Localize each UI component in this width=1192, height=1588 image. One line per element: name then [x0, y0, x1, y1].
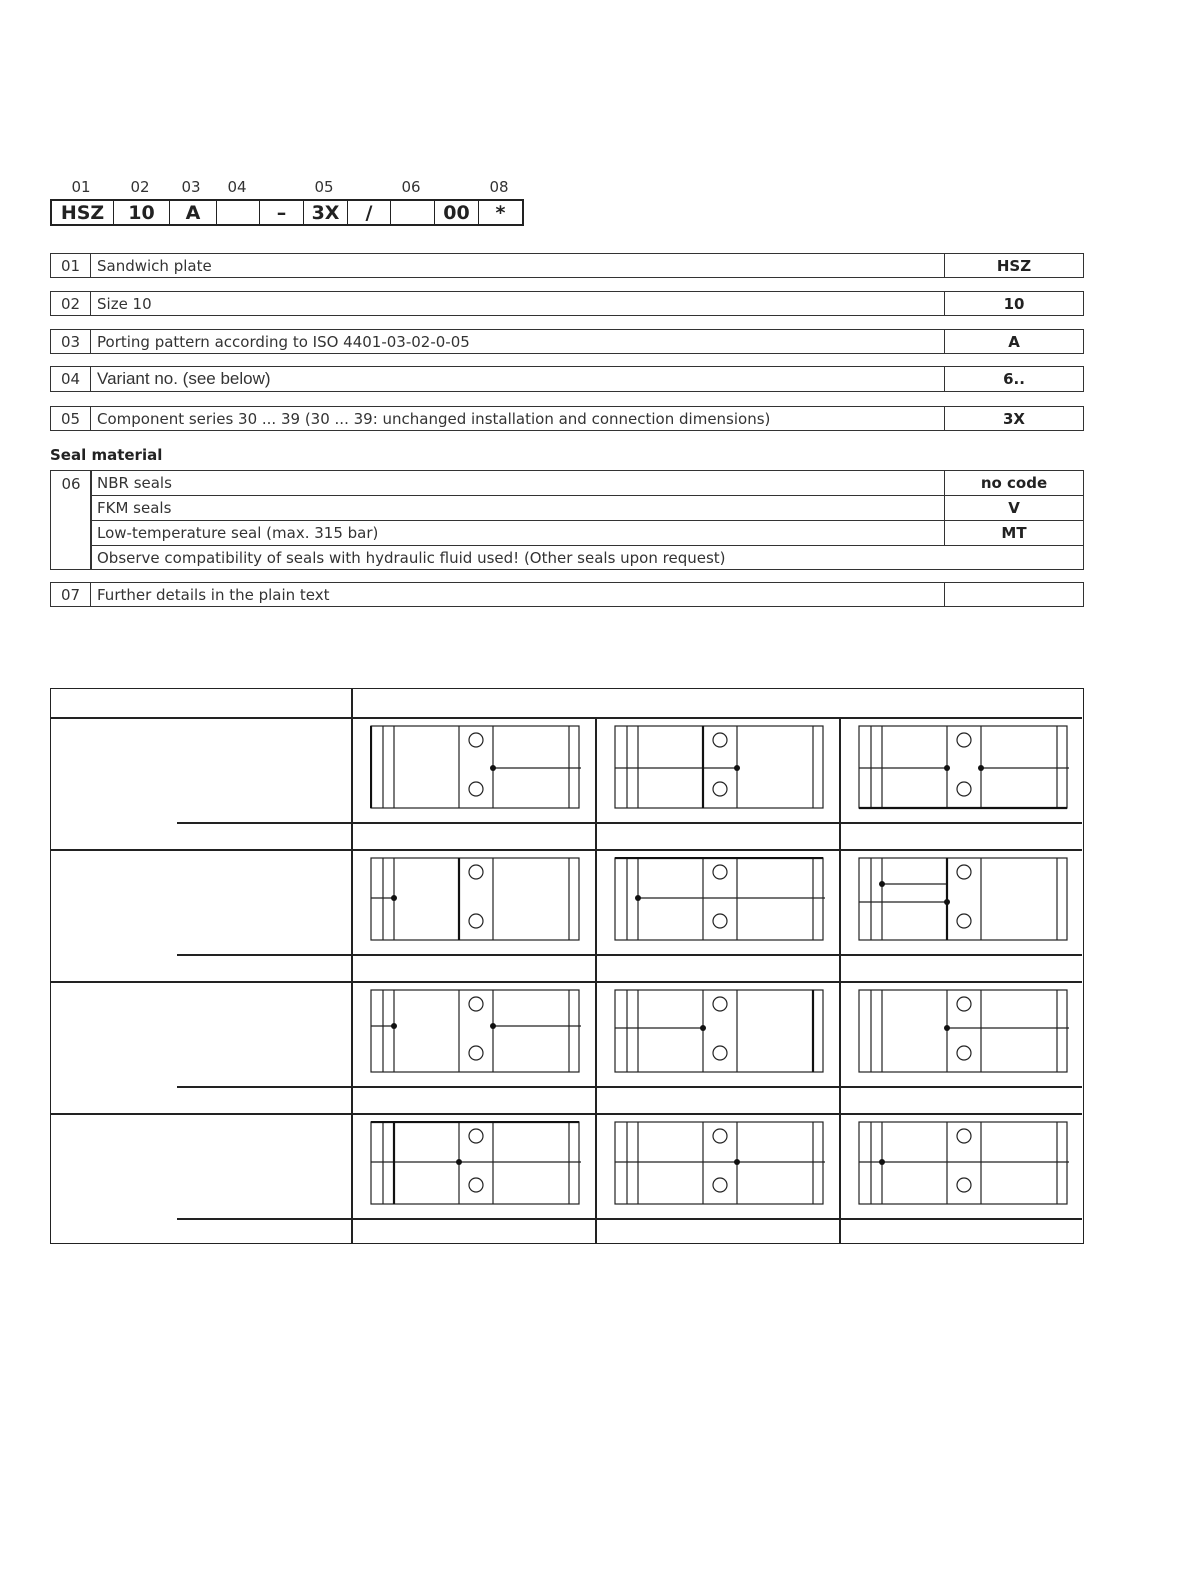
spec-description: Component series 30 ... 39 (30 ... 39: unchanged installation and connection dimensions) — [97, 409, 771, 428]
spec-value: HSZ — [944, 254, 1083, 277]
ordering-code-strip — [50, 199, 524, 226]
sandwich-plate-symbol-icon — [370, 1121, 582, 1207]
spec-value: 10 — [944, 292, 1083, 315]
table-grid-line — [51, 849, 1082, 851]
table-grid-line — [51, 981, 1082, 983]
ordering-code-position-labels — [50, 178, 530, 198]
sandwich-plate-symbol-icon — [614, 857, 826, 943]
seal-value: MT — [944, 521, 1083, 545]
spec-row-variant — [50, 366, 1084, 392]
code-cell: HSZ — [52, 201, 114, 224]
table-grid-line — [177, 954, 1082, 956]
spec-row-further-details — [50, 582, 1084, 607]
spec-value: 6.. — [944, 367, 1083, 391]
seal-row-low-temp — [91, 521, 1083, 546]
sandwich-plate-symbol-icon — [858, 989, 1070, 1075]
seal-material-block — [50, 470, 1084, 570]
spec-number: 02 — [51, 292, 91, 315]
code-cell — [217, 201, 260, 224]
spec-description: Further details in the plain text — [97, 585, 330, 604]
sandwich-plate-symbol-icon — [370, 725, 582, 811]
position-label: 05 — [314, 178, 334, 196]
seal-row-nbr — [91, 471, 1083, 496]
table-grid-line — [51, 717, 1082, 719]
sandwich-plate-symbol-icon — [858, 1121, 1070, 1207]
spec-number: 01 — [51, 254, 91, 277]
code-cell: / — [348, 201, 391, 224]
spec-value: A — [944, 330, 1083, 353]
spec-row-component-series — [50, 406, 1084, 431]
sandwich-plate-symbol-icon — [370, 989, 582, 1075]
seal-description: NBR seals — [97, 474, 172, 492]
position-label: 06 — [401, 178, 421, 196]
code-cell: 00 — [435, 201, 479, 224]
table-grid-line — [177, 1086, 1082, 1088]
spec-description: Sandwich plate — [97, 256, 212, 275]
seal-description: FKM seals — [97, 499, 172, 517]
seal-value: no code — [944, 471, 1083, 495]
sandwich-plate-symbol-icon — [614, 725, 826, 811]
spec-number: 04 — [51, 367, 91, 391]
position-label: 02 — [130, 178, 150, 196]
spec-number: 03 — [51, 330, 91, 353]
seal-note: Observe compatibility of seals with hydraulic fluid used! (Other seals upon request) — [97, 548, 726, 567]
spec-row-sandwich-plate — [50, 253, 1084, 278]
sandwich-plate-symbol-icon — [614, 989, 826, 1075]
position-label: 03 — [181, 178, 201, 196]
seal-row-note — [91, 546, 1083, 569]
spec-number: 07 — [51, 583, 91, 606]
variant-symbol-table — [50, 688, 1084, 1244]
table-grid-line — [51, 1113, 1082, 1115]
spec-value — [944, 583, 1083, 606]
seal-row-fkm — [91, 496, 1083, 521]
position-label: 04 — [227, 178, 247, 196]
spec-description: Variant no. (see below) — [97, 369, 271, 388]
code-cell: A — [170, 201, 217, 224]
spec-description: Porting pattern according to ISO 4401-03-02-0-05 — [97, 332, 470, 351]
code-cell — [391, 201, 435, 224]
table-grid-line — [351, 689, 353, 1243]
sandwich-plate-symbol-icon — [370, 857, 582, 943]
spec-row-size — [50, 291, 1084, 316]
sandwich-plate-symbol-icon — [858, 857, 1070, 943]
sandwich-plate-symbol-icon — [614, 1121, 826, 1207]
table-grid-line — [177, 822, 1082, 824]
table-grid-line — [177, 1218, 1082, 1220]
seal-description: Low-temperature seal (max. 315 bar) — [97, 524, 379, 542]
sandwich-plate-symbol-icon — [858, 725, 1070, 811]
spec-row-porting-pattern — [50, 329, 1084, 354]
code-cell: 10 — [114, 201, 170, 224]
position-label: 08 — [489, 178, 509, 196]
seal-material-title: Seal material — [50, 446, 163, 464]
spec-number: 06 — [61, 474, 81, 493]
code-cell: * — [495, 201, 506, 224]
spec-description: Size 10 — [97, 294, 152, 313]
spec-number: 05 — [51, 407, 91, 430]
code-cell: 3X — [304, 201, 348, 224]
seal-value: V — [944, 496, 1083, 520]
spec-value: 3X — [944, 407, 1083, 430]
code-cell: – — [260, 201, 304, 224]
position-label: 01 — [71, 178, 91, 196]
